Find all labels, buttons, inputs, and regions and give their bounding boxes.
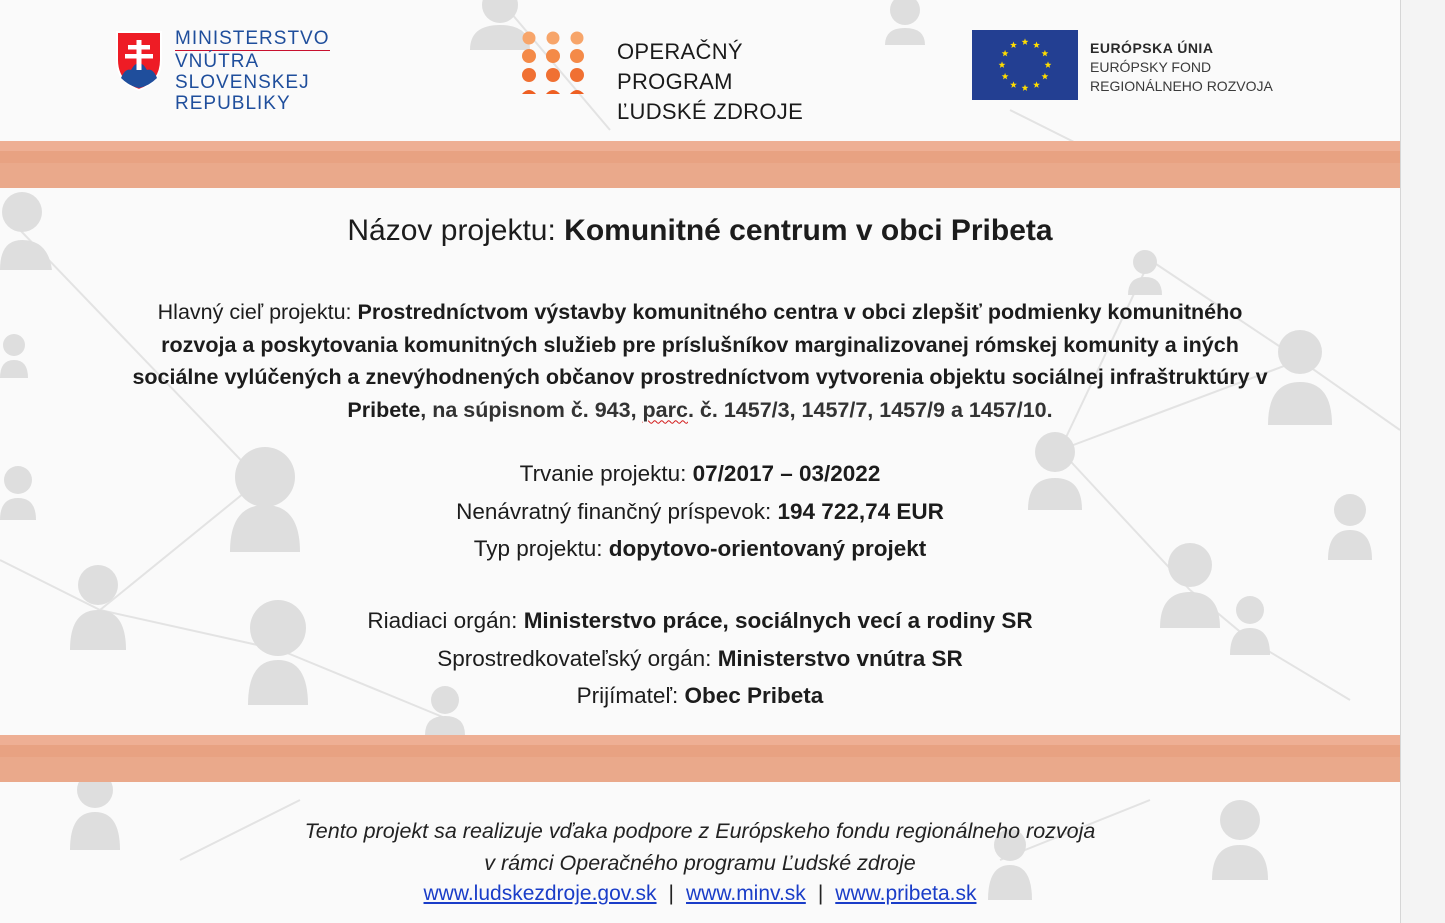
op-logo-line1: OPERAČNÝ PROGRAM <box>617 39 743 94</box>
project-duration <box>0 455 1400 493</box>
project-goal-tail-1: , na súpisnom č. 943, <box>420 397 643 422</box>
person-silhouette-icon <box>1128 250 1162 295</box>
type-value: dopytovo-orientovaný projekt <box>608 536 927 561</box>
op-logo-line2: ĽUDSKÉ ZDROJE <box>617 99 804 124</box>
project-info-block <box>0 455 1400 568</box>
footer-links <box>0 880 1400 908</box>
link-separator: | <box>668 882 675 905</box>
grant-label: Nenávratný finančný príspevok: <box>456 498 778 524</box>
eu-star-icon <box>1002 73 1009 80</box>
grant-value: 194 722,74 EUR <box>777 498 944 524</box>
eu-star-icon <box>1033 41 1040 48</box>
eu-star-icon <box>1045 61 1052 68</box>
intermediary-label: Sprostredkovateľský orgán: <box>437 645 718 671</box>
vertical-scrollbar[interactable] <box>1400 0 1445 923</box>
decorative-band-bottom <box>0 735 1400 782</box>
slovak-coat-of-arms-icon <box>115 30 163 92</box>
ministry-logo-line2: VNÚTRA <box>175 51 260 72</box>
person-silhouette-icon <box>885 0 925 45</box>
project-goal-tail-2: . č. 1457/3, 1457/7, 1457/9 a 1457/10. <box>687 397 1053 422</box>
eu-star-icon <box>1002 50 1009 57</box>
op-logo-text <box>617 37 850 127</box>
duration-label: Trvanie projektu: <box>519 461 693 486</box>
project-goal <box>125 296 1275 426</box>
link-minv[interactable]: www.minv.sk <box>686 882 806 905</box>
project-goal-tail-parc: parc <box>642 397 688 422</box>
intermediary-value: Ministerstvo vnútra SR <box>717 645 963 671</box>
project-goal-value: Prostredníctvom výstavby komunitného centra v obci zlepšiť podmienky komunitného rozvoja a poskytovania komunitných služieb pre príslušníkov marginalizovanej rómskej komunity a iných sociálne vylúčených a znevýhodnených občanov prostredníctvom vytvorenia objektu sociálnej infraštruktúry v Pribete <box>132 300 1268 422</box>
eu-star-icon <box>1041 50 1048 57</box>
decorative-band-top <box>0 141 1400 188</box>
eu-logo-line2: EURÓPSKY FOND <box>1090 59 1212 75</box>
eu-star-icon <box>1022 38 1029 45</box>
eu-regional-fund-logo <box>972 30 1282 102</box>
project-grant <box>0 493 1400 531</box>
managing-label: Riadiaci orgán: <box>367 608 524 633</box>
link-separator: | <box>817 882 824 905</box>
recipient-value: Obec Pribeta <box>684 683 824 708</box>
person-silhouette-icon <box>0 334 28 378</box>
recipient <box>0 677 1400 715</box>
managing-authority <box>0 602 1400 640</box>
ministry-logo-text <box>175 28 415 114</box>
eu-logo-text <box>1090 39 1273 96</box>
op-dots-logo-icon <box>520 30 590 96</box>
project-title-label: Názov projektu: <box>347 214 565 247</box>
eu-star-icon <box>999 61 1006 68</box>
type-label: Typ projektu: <box>473 536 609 561</box>
eu-star-icon <box>1010 81 1017 88</box>
eu-star-icon <box>1041 73 1048 80</box>
link-ludskezdroje[interactable]: www.ludskezdroje.gov.sk <box>423 882 657 905</box>
project-type <box>0 530 1400 568</box>
managing-value: Ministerstvo práce, sociálnych vecí a rodiny SR <box>523 608 1033 633</box>
ministry-of-interior-logo <box>115 28 415 114</box>
footer-note <box>0 815 1400 879</box>
op-ludske-zdroje-logo <box>520 30 850 124</box>
recipient-label: Prijímateľ: <box>576 683 685 708</box>
duration-value: 07/2017 – 03/2022 <box>692 461 881 486</box>
ministry-logo-line3: SLOVENSKEJ REPUBLIKY <box>175 72 310 114</box>
project-goal-label: Hlavný cieľ projektu: <box>157 300 358 324</box>
project-bodies-block <box>0 602 1400 715</box>
eu-logo-line1: EURÓPSKA ÚNIA <box>1090 40 1214 56</box>
project-title-value: Komunitné centrum v obci Pribeta <box>564 214 1053 247</box>
eu-logo-line3: REGIONÁLNEHO ROZVOJA <box>1090 78 1273 94</box>
footer-line1: Tento projekt sa realizuje vďaka podpore z Európskeho fondu regionálneho rozvoja <box>304 819 1096 843</box>
eu-star-icon <box>1022 84 1029 91</box>
project-title <box>0 214 1400 248</box>
intermediary-body <box>0 640 1400 678</box>
footer-line2: v rámci Operačného programu Ľudské zdroje <box>484 851 916 875</box>
link-pribeta[interactable]: www.pribeta.sk <box>835 882 977 905</box>
ministry-logo-line1: MINISTERSTVO <box>175 28 330 49</box>
eu-flag-icon <box>972 30 1078 100</box>
eu-star-icon <box>1033 81 1040 88</box>
eu-star-icon <box>1010 41 1017 48</box>
